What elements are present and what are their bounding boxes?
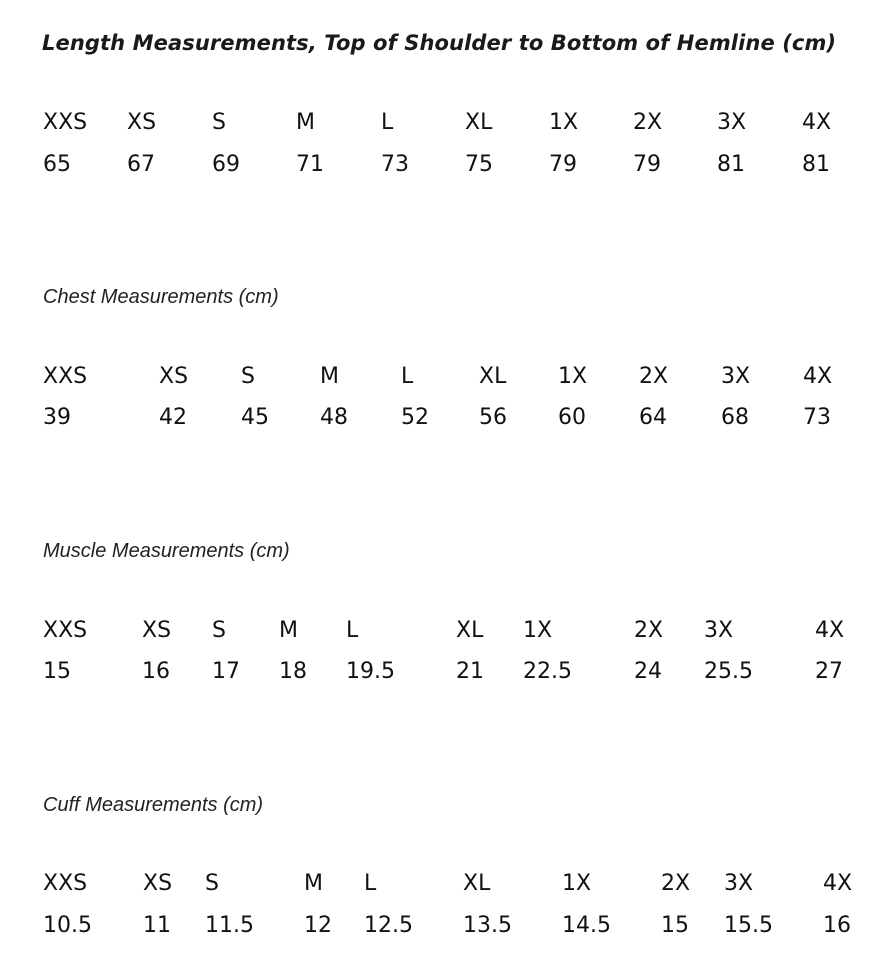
chest-value-4x: 73 bbox=[803, 405, 831, 430]
length-size-1x: 1X bbox=[549, 110, 579, 135]
muscle-value-xl: 21 bbox=[456, 659, 484, 684]
muscle-size-1x: 1X bbox=[523, 618, 553, 643]
muscle-size-xs: XS bbox=[142, 618, 172, 643]
length-value-3x: 81 bbox=[717, 152, 745, 177]
cuff-size-2x: 2X bbox=[661, 871, 691, 896]
cuff-size-m: M bbox=[304, 871, 323, 896]
chest-value-l: 52 bbox=[401, 405, 429, 430]
chest-size-xl: XL bbox=[479, 364, 507, 389]
muscle-value-2x: 24 bbox=[634, 659, 662, 684]
muscle-size-m: M bbox=[279, 618, 298, 643]
cuff-value-l: 12.5 bbox=[364, 913, 413, 938]
muscle-value-l: 19.5 bbox=[346, 659, 395, 684]
chest-value-2x: 64 bbox=[639, 405, 667, 430]
cuff-value-3x: 15.5 bbox=[724, 913, 773, 938]
length-value-4x: 81 bbox=[802, 152, 830, 177]
length-value-xs: 67 bbox=[127, 152, 155, 177]
chest-size-1x: 1X bbox=[558, 364, 588, 389]
chest-value-1x: 60 bbox=[558, 405, 586, 430]
cuff-value-xxs: 10.5 bbox=[43, 913, 92, 938]
length-size-3x: 3X bbox=[717, 110, 747, 135]
chest-value-s: 45 bbox=[241, 405, 269, 430]
cuff-size-xl: XL bbox=[463, 871, 491, 896]
muscle-value-3x: 25.5 bbox=[704, 659, 753, 684]
length-value-l: 73 bbox=[381, 152, 409, 177]
cuff-section-title: Cuff Measurements (cm) bbox=[43, 794, 264, 816]
cuff-value-xl: 13.5 bbox=[463, 913, 512, 938]
length-size-2x: 2X bbox=[633, 110, 663, 135]
length-value-xl: 75 bbox=[465, 152, 493, 177]
cuff-size-l: L bbox=[364, 871, 377, 896]
length-size-xxs: XXS bbox=[43, 110, 88, 135]
chest-value-xxs: 39 bbox=[43, 405, 71, 430]
muscle-size-l: L bbox=[346, 618, 359, 643]
cuff-size-3x: 3X bbox=[724, 871, 754, 896]
muscle-value-xs: 16 bbox=[142, 659, 170, 684]
muscle-size-xxs: XXS bbox=[43, 618, 88, 643]
length-value-m: 71 bbox=[296, 152, 324, 177]
cuff-size-4x: 4X bbox=[823, 871, 853, 896]
muscle-section-title: Muscle Measurements (cm) bbox=[43, 540, 290, 562]
cuff-size-xxs: XXS bbox=[43, 871, 88, 896]
muscle-size-3x: 3X bbox=[704, 618, 734, 643]
chest-size-l: L bbox=[401, 364, 414, 389]
cuff-value-4x: 16 bbox=[823, 913, 851, 938]
cuff-size-s: S bbox=[205, 871, 219, 896]
length-section-title: Length Measurements, Top of Shoulder to Bottom of Hemline (cm) bbox=[42, 31, 837, 55]
muscle-value-1x: 22.5 bbox=[523, 659, 572, 684]
muscle-value-4x: 27 bbox=[815, 659, 843, 684]
cuff-size-1x: 1X bbox=[562, 871, 592, 896]
cuff-value-2x: 15 bbox=[661, 913, 689, 938]
muscle-size-4x: 4X bbox=[815, 618, 845, 643]
length-size-xl: XL bbox=[465, 110, 493, 135]
length-size-s: S bbox=[212, 110, 226, 135]
chest-size-2x: 2X bbox=[639, 364, 669, 389]
cuff-size-xs: XS bbox=[143, 871, 173, 896]
chest-size-s: S bbox=[241, 364, 255, 389]
chest-value-xs: 42 bbox=[159, 405, 187, 430]
length-value-1x: 79 bbox=[549, 152, 577, 177]
length-size-xs: XS bbox=[127, 110, 157, 135]
muscle-value-xxs: 15 bbox=[43, 659, 71, 684]
chest-section-title: Chest Measurements (cm) bbox=[43, 286, 279, 308]
muscle-size-2x: 2X bbox=[634, 618, 664, 643]
chest-value-xl: 56 bbox=[479, 405, 507, 430]
chest-size-m: M bbox=[320, 364, 339, 389]
muscle-size-xl: XL bbox=[456, 618, 484, 643]
chest-size-3x: 3X bbox=[721, 364, 751, 389]
muscle-size-s: S bbox=[212, 618, 226, 643]
chest-value-3x: 68 bbox=[721, 405, 749, 430]
chest-size-4x: 4X bbox=[803, 364, 833, 389]
length-size-m: M bbox=[296, 110, 315, 135]
chest-size-xs: XS bbox=[159, 364, 189, 389]
chest-size-xxs: XXS bbox=[43, 364, 88, 389]
length-size-l: L bbox=[381, 110, 394, 135]
length-value-s: 69 bbox=[212, 152, 240, 177]
cuff-value-1x: 14.5 bbox=[562, 913, 611, 938]
muscle-value-m: 18 bbox=[279, 659, 307, 684]
length-size-4x: 4X bbox=[802, 110, 832, 135]
cuff-value-m: 12 bbox=[304, 913, 332, 938]
cuff-value-xs: 11 bbox=[143, 913, 171, 938]
length-value-2x: 79 bbox=[633, 152, 661, 177]
muscle-value-s: 17 bbox=[212, 659, 240, 684]
length-value-xxs: 65 bbox=[43, 152, 71, 177]
chest-value-m: 48 bbox=[320, 405, 348, 430]
cuff-value-s: 11.5 bbox=[205, 913, 254, 938]
